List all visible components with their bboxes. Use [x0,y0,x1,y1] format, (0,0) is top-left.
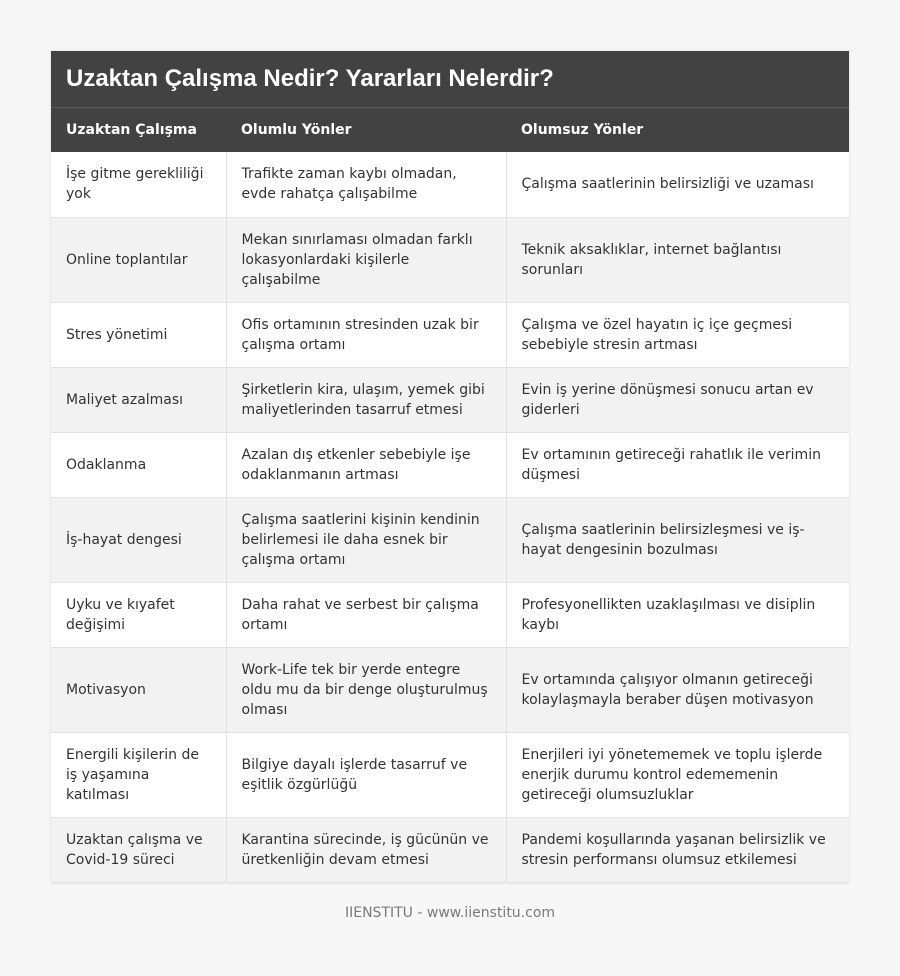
column-header-positive: Olumlu Yönler [226,108,506,152]
cell-topic: Online toplantılar [51,217,226,302]
cell-positive: Bilgiye dayalı işlerde tasarruf ve eşitlik özgürlüğü [226,732,506,817]
column-header-negative: Olumsuz Yönler [506,108,849,152]
cell-positive: Karantina sürecinde, iş gücünün ve üretkenliğin devam etmesi [226,817,506,882]
cell-negative: Enerjileri iyi yönetememek ve toplu işlerde enerjik durumu kontrol edememenin getireceği olumsuzluklar [506,732,849,817]
cell-positive: Şirketlerin kira, ulaşım, yemek gibi maliyetlerinden tasarruf etmesi [226,367,506,432]
cell-positive: Mekan sınırlaması olmadan farklı lokasyonlardaki kişilerle çalışabilme [226,217,506,302]
table-row [51,817,849,882]
column-header-remote-work: Uzaktan Çalışma [51,108,226,152]
table-row [51,367,849,432]
cell-positive: Azalan dış etkenler sebebiyle işe odaklanmanın artması [226,432,506,497]
cell-topic: Stres yönetimi [51,302,226,367]
cell-positive: Çalışma saatlerini kişinin kendinin belirlemesi ile daha esnek bir çalışma ortamı [226,497,506,582]
cell-negative: Pandemi koşullarında yaşanan belirsizlik ve stresin performansı olumsuz etkilemesi [506,817,849,882]
table-row [51,217,849,302]
cell-negative: Profesyonellikten uzaklaşılması ve disiplin kaybı [506,582,849,647]
table-row [51,152,849,217]
cell-positive: Trafikte zaman kaybı olmadan, evde rahatça çalışabilme [226,152,506,217]
cell-topic: Maliyet azalması [51,367,226,432]
table-row [51,582,849,647]
cell-topic: İşe gitme gerekliliği yok [51,152,226,217]
cell-positive: Work-Life tek bir yerde entegre oldu mu da bir denge oluşturulmuş olması [226,647,506,732]
table-title: Uzaktan Çalışma Nedir? Yararları Nelerdir? [51,51,849,108]
cell-positive: Daha rahat ve serbest bir çalışma ortamı [226,582,506,647]
cell-negative: Çalışma saatlerinin belirsizliği ve uzaması [506,152,849,217]
table-row [51,432,849,497]
cell-negative: Çalışma ve özel hayatın iç içe geçmesi sebebiyle stresin artması [506,302,849,367]
table-row [51,302,849,367]
cell-topic: İş-hayat dengesi [51,497,226,582]
cell-negative: Ev ortamının getireceği rahatlık ile verimin düşmesi [506,432,849,497]
cell-topic: Uyku ve kıyafet değişimi [51,582,226,647]
cell-topic: Motivasyon [51,647,226,732]
table-row [51,647,849,732]
cell-negative: Evin iş yerine dönüşmesi sonucu artan ev giderleri [506,367,849,432]
cell-negative: Çalışma saatlerinin belirsizleşmesi ve iş-hayat dengesinin bozulması [506,497,849,582]
cell-topic: Odaklanma [51,432,226,497]
table-card [51,51,849,883]
comparison-table [51,108,849,883]
footer-credit: IIENSTITU - www.iienstitu.com [344,905,556,921]
cell-negative: Ev ortamında çalışıyor olmanın getireceği kolaylaşmayla beraber düşen motivasyon [506,647,849,732]
cell-topic: Uzaktan çalışma ve Covid-19 süreci [51,817,226,882]
table-row [51,732,849,817]
header-row [51,108,849,152]
cell-negative: Teknik aksaklıklar, internet bağlantısı sorunları [506,217,849,302]
table-row [51,497,849,582]
cell-topic: Energili kişilerin de iş yaşamına katılması [51,732,226,817]
cell-positive: Ofis ortamının stresinden uzak bir çalışma ortamı [226,302,506,367]
